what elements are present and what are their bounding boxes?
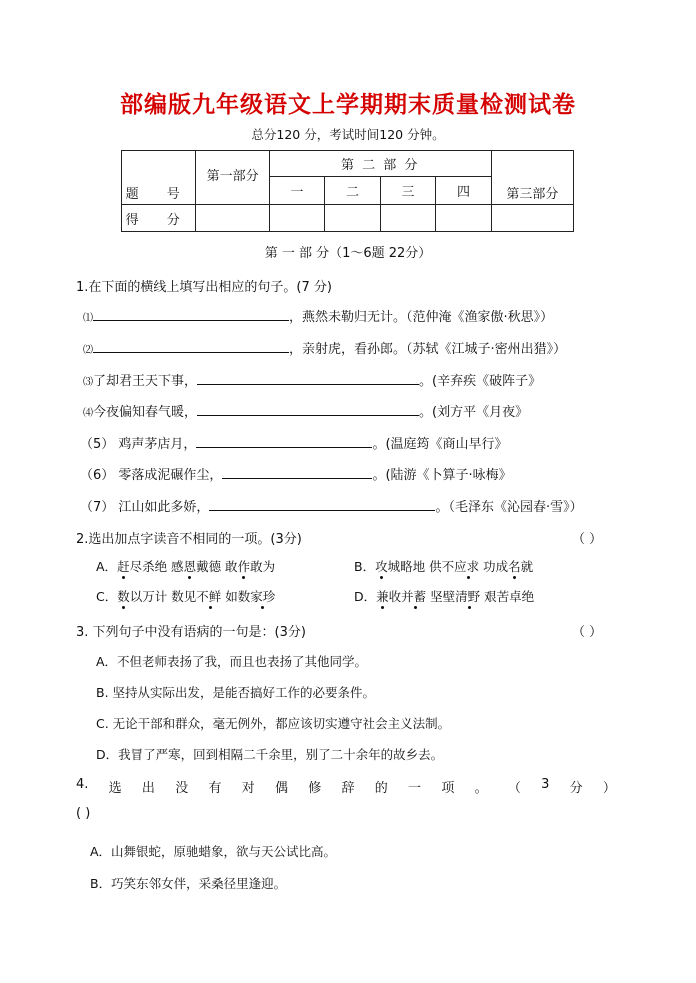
- q2-option-a[interactable]: A．赶尽杀绝 感恩戴德 敢作敢为: [96, 559, 276, 574]
- part2-col-1: 一: [269, 177, 325, 205]
- q1-item-6: （6） 零落成泥碾作尘， 。(陆游《卜算子·咏梅》: [80, 468, 512, 483]
- page-title: 部编版九年级语文上学期期末质量检测试卷: [120, 91, 576, 118]
- answer-blank[interactable]: [197, 403, 419, 416]
- q3-option-a[interactable]: A．不但老师表扬了我，而且也表扬了其他同学。: [96, 654, 368, 669]
- item-label-cell: 题 号: [122, 151, 196, 205]
- q2-option-c[interactable]: C．数以万计 数见不鲜 如数家珍: [96, 589, 276, 604]
- q3-option-d[interactable]: D．我冒了严寒，回到相隔二千余里，别了二十余年的故乡去。: [96, 747, 444, 762]
- answer-blank[interactable]: [222, 466, 372, 479]
- section-heading: 第 一 部 分（1～6题 22分）: [264, 246, 432, 261]
- score-cell[interactable]: [380, 205, 436, 232]
- q3-option-c[interactable]: C. 无论干部和群众，毫无例外，都应该切实遵守社会主义法制。: [96, 716, 451, 731]
- answer-blank[interactable]: [209, 498, 435, 511]
- part2-col-3: 三: [380, 177, 436, 205]
- answer-paren[interactable]: ( ): [76, 806, 91, 821]
- q4-option-a[interactable]: A．山舞银蛇，原驰蜡象，欲与天公试比高。: [90, 844, 337, 859]
- question-1-stem: 1.在下面的横线上填写出相应的句子。(7 分): [76, 280, 332, 295]
- score-cell[interactable]: [196, 205, 269, 232]
- q1-item-3: ⑶了却君王天下事， 。(辛弃疾《破阵子》: [83, 374, 542, 389]
- score-cell[interactable]: [491, 205, 573, 232]
- q1-item-5: （5） 鸡声茅店月， 。(温庭筠《商山早行》: [80, 437, 508, 452]
- q1-item-7: （7） 江山如此多娇， 。（毛泽东《沁园春·雪》）: [80, 500, 583, 515]
- score-label-cell: 得 分: [122, 205, 196, 232]
- q1-item-1: ⑴ ，燕然未勒归无计。（范仲淹《渔家傲·秋思》）: [83, 310, 554, 325]
- question-2-stem: 2.选出加点字读音不相同的一项。(3分): [76, 532, 302, 547]
- score-cell[interactable]: [436, 205, 492, 232]
- answer-blank[interactable]: [196, 435, 372, 448]
- answer-blank[interactable]: [93, 340, 289, 353]
- answer-blank[interactable]: [197, 372, 419, 385]
- q1-item-2: ⑵ ，亲射虎，看孙郎。（苏轼《江城子·密州出猎》）: [83, 342, 567, 357]
- q4-option-b[interactable]: B．巧笑东邻女伴，采桑径里逢迎。: [90, 876, 287, 891]
- part2-header: 第 二 部 分: [269, 151, 491, 177]
- q1-item-4: ⑷今夜偏知春气暖， 。(刘方平《月夜》: [83, 405, 529, 420]
- exam-info: 总分120 分，考试时间120 分钟。: [251, 127, 445, 142]
- answer-blank[interactable]: [93, 308, 289, 321]
- score-table: [121, 150, 574, 232]
- q2-option-d[interactable]: D．兼收并蓄 坚壁清野 艰苦卓绝: [354, 589, 535, 604]
- answer-paren[interactable]: （ ）: [572, 532, 603, 547]
- part2-col-4: 四: [436, 177, 492, 205]
- part3-header: 第三部分: [491, 151, 573, 205]
- question-3-stem: 3. 下列句子中没有语病的一句是：(3分): [76, 625, 306, 640]
- answer-paren[interactable]: （ ）: [572, 625, 603, 640]
- part2-col-2: 二: [325, 177, 381, 205]
- part1-header: 第一部分: [196, 151, 269, 205]
- score-cell[interactable]: [325, 205, 381, 232]
- q2-option-b[interactable]: B．攻城略地 供不应求 功成名就: [354, 559, 534, 574]
- score-cell[interactable]: [269, 205, 325, 232]
- q3-option-b[interactable]: B. 坚持从实际出发，是能否搞好工作的必要条件。: [96, 685, 376, 700]
- question-4-stem: 4. 选 出 没 有 对 偶 修 辞 的 一 项 。 （ 3 分 ）: [76, 777, 616, 796]
